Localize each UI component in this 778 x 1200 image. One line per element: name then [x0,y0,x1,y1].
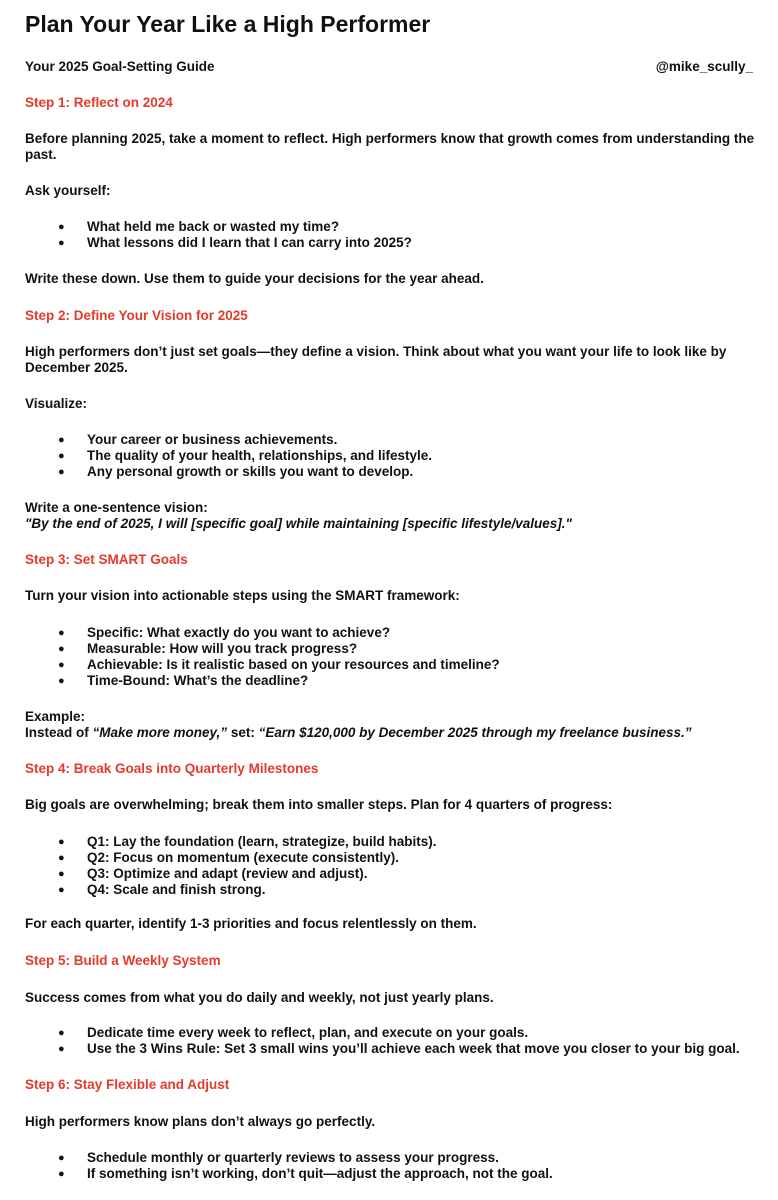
step-2-vision-label: Write a one-sentence vision: [25,500,208,515]
bullet-icon: ● [58,450,65,462]
step-4-heading: Step 4: Break Goals into Quarterly Milestones [25,761,319,776]
step-5-intro: Success comes from what you do daily and weekly, not just yearly plans. [25,990,494,1005]
bullet-icon: ● [58,434,65,446]
step-3-bullet-list [25,625,500,689]
step-2-prompt: Visualize: [25,396,88,411]
step-3-intro: Turn your vision into actionable steps using the SMART framework: [25,588,460,603]
bullet-icon: ● [58,675,65,687]
page-title: Plan Your Year Like a High Performer [25,11,431,37]
list-item: ● Q1: Lay the foundation (learn, strategize, build habits). [58,834,437,849]
bullet-icon: ● [58,1152,65,1164]
list-item: ● Specific: What exactly do you want to achieve? [58,625,391,640]
list-item: ● Schedule monthly or quarterly reviews to assess your progress. [58,1150,499,1165]
step-4-bullet-list [25,834,437,898]
bullet-icon: ● [58,466,65,478]
step-6-bullet-list [25,1150,553,1182]
list-item: ● What held me back or wasted my time? [58,219,340,234]
step-2-bullet-list [25,432,432,480]
bullet-icon: ● [58,221,65,233]
list-item: ● Your career or business achievements. [58,432,338,447]
step-2-intro: High performers don’t just set goals—they define a vision. Think about what you want your life to look like by December 2025. [25,344,727,375]
step-1-closing: Write these down. Use them to guide your decisions for the year ahead. [25,271,484,286]
list-item: ● Use the 3 Wins Rule: Set 3 small wins you’ll achieve each week that move you closer to your big goal. [58,1041,740,1056]
list-item: ● Measurable: How will you track progress? [58,641,358,656]
list-item: ● Q2: Focus on momentum (execute consistently). [58,850,400,865]
step-1-intro: Before planning 2025, take a moment to reflect. High performers know that growth comes from understanding the past. [25,131,755,162]
step-3-example-label: Example: [25,709,86,724]
page-subtitle: Your 2025 Goal-Setting Guide [25,59,215,74]
bullet-icon: ● [58,659,65,671]
list-item: ● The quality of your health, relationships, and lifestyle. [58,448,433,463]
bullet-icon: ● [58,627,65,639]
list-item: ● Time-Bound: What’s the deadline? [58,673,309,688]
bullet-icon: ● [58,237,65,249]
list-item: ● Achievable: Is it realistic based on your resources and timeline? [58,657,500,672]
step-2-vision-template: "By the end of 2025, I will [specific goal] while maintaining [specific lifestyle/values]." [25,516,572,531]
step-4-closing: For each quarter, identify 1-3 priorities and focus relentlessly on them. [25,916,477,931]
list-item: ● Q3: Optimize and adapt (review and adjust). [58,866,368,881]
author-handle: @mike_scully_ [655,59,753,74]
list-item: ● Q4: Scale and finish strong. [58,882,266,897]
step-6-heading: Step 6: Stay Flexible and Adjust [25,1077,230,1092]
list-item: ● What lessons did I learn that I can carry into 2025? [58,235,412,250]
bullet-icon: ● [58,852,65,864]
step-4-intro: Big goals are overwhelming; break them into smaller steps. Plan for 4 quarters of progress: [25,797,613,812]
list-item: ● If something isn’t working, don’t quit—adjust the approach, not the goal. [58,1166,553,1181]
step-1-heading: Step 1: Reflect on 2024 [25,95,173,110]
step-3-heading: Step 3: Set SMART Goals [25,552,188,567]
bullet-icon: ● [58,884,65,896]
bullet-icon: ● [58,1027,65,1039]
bullet-icon: ● [58,868,65,880]
step-3-example: Instead of “Make more money,” set: “Earn $120,000 by December 2025 through my freelance business.” [25,725,692,740]
step-6-intro: High performers know plans don’t always go perfectly. [25,1114,376,1129]
bullet-icon: ● [58,1043,65,1055]
step-5-heading: Step 5: Build a Weekly System [25,953,221,968]
step-5-bullet-list [25,1025,740,1057]
bullet-icon: ● [58,836,65,848]
step-2-heading: Step 2: Define Your Vision for 2025 [25,308,248,323]
list-item: ● Dedicate time every week to reflect, plan, and execute on your goals. [58,1025,529,1040]
step-1-bullet-list [25,219,412,251]
bullet-icon: ● [58,643,65,655]
list-item: ● Any personal growth or skills you want to develop. [58,464,414,479]
bullet-icon: ● [58,1168,65,1180]
step-1-prompt: Ask yourself: [25,183,111,198]
